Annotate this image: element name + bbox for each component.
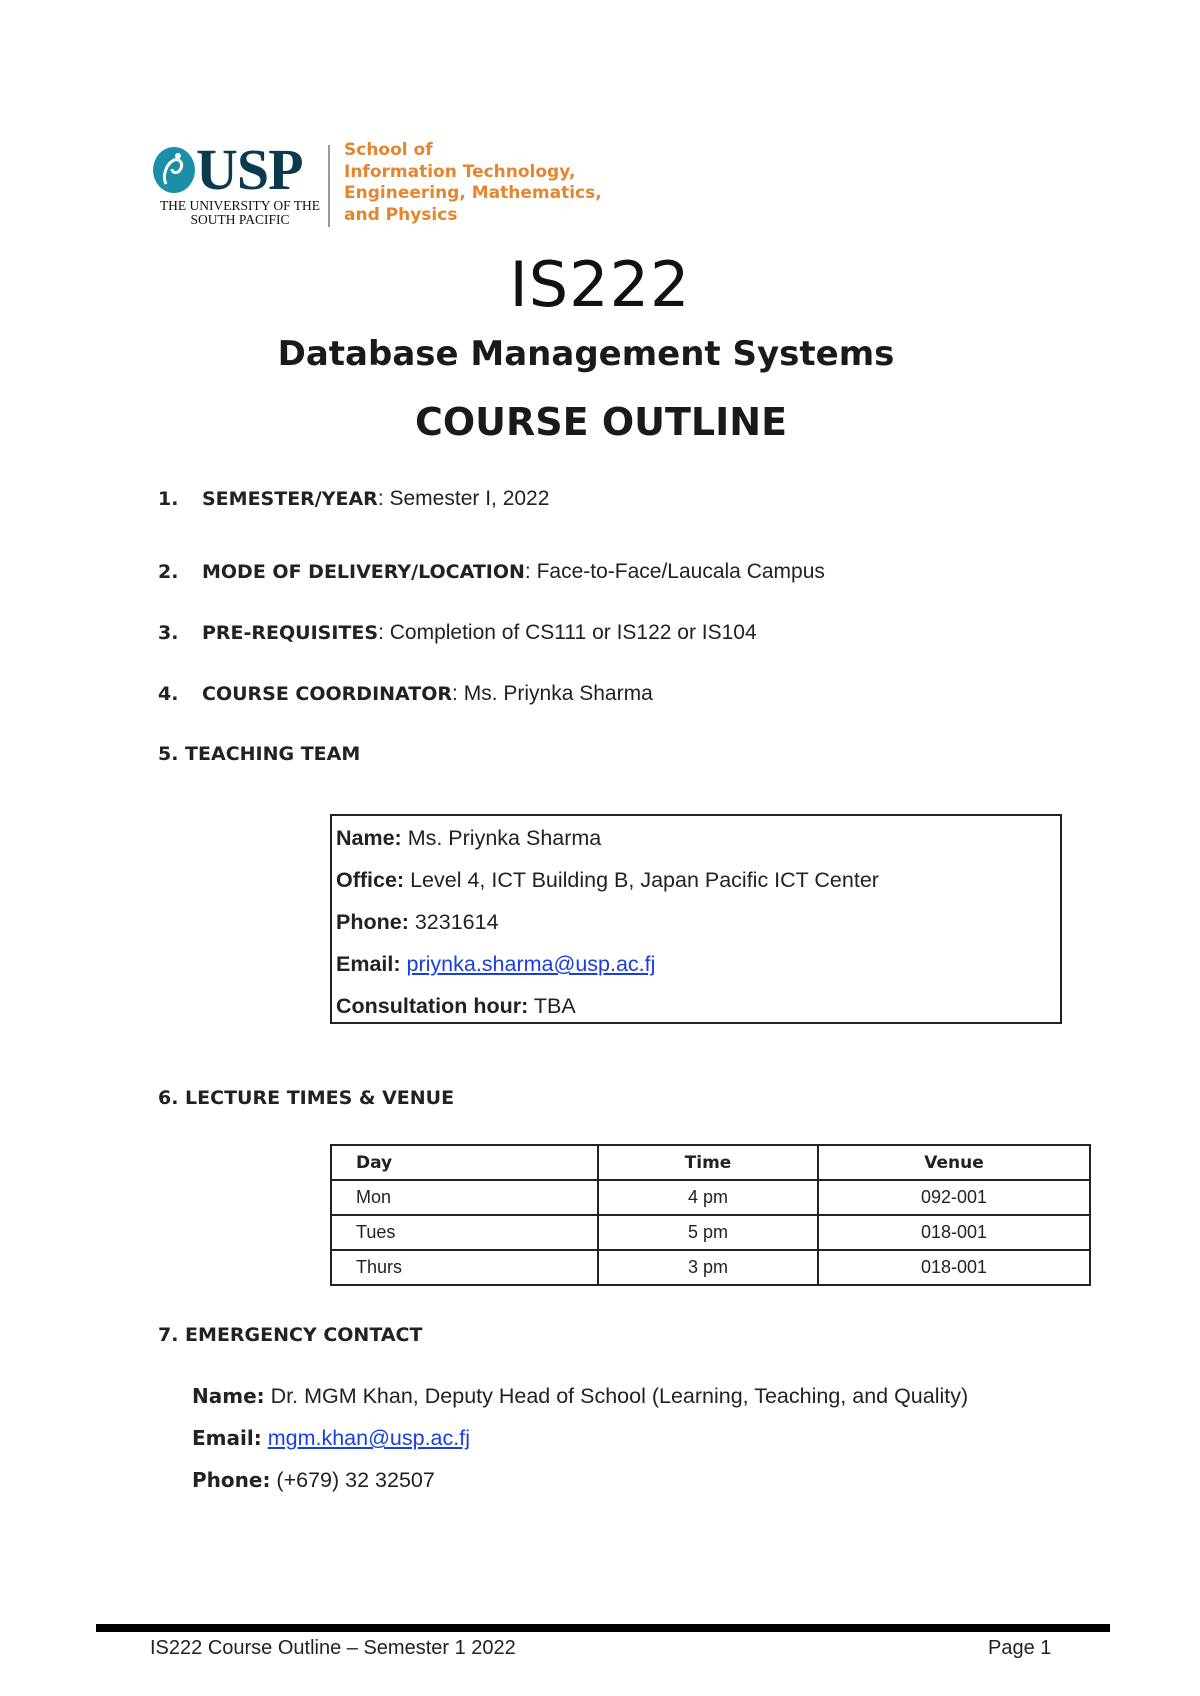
col-header-venue: Venue xyxy=(818,1145,1090,1180)
school-name: School of Information Technology, Engineering, Mathematics, and Physics xyxy=(344,140,602,225)
item-delivery-mode: 2. MODE OF DELIVERY/LOCATION: Face-to-Face/Laucala Campus xyxy=(158,560,825,583)
table-header-row xyxy=(331,1145,1090,1180)
course-code: IS222 xyxy=(509,248,691,321)
team-name: Name: Ms. Priynka Sharma xyxy=(336,826,602,850)
teaching-team-box xyxy=(330,814,1062,1024)
emergency-name: Name: Dr. MGM Khan, Deputy Head of School (Learning, Teaching, and Quality) xyxy=(192,1384,969,1408)
lecture-times-heading: 6. LECTURE TIMES & VENUE xyxy=(158,1087,455,1109)
course-name: Database Management Systems xyxy=(277,334,895,374)
team-consultation: Consultation hour: TBA xyxy=(336,994,576,1018)
team-phone: Phone: 3231614 xyxy=(336,910,499,934)
page-number: Page 1 xyxy=(988,1637,1052,1659)
usp-logo xyxy=(152,137,602,232)
emergency-phone: Phone: (+679) 32 32507 xyxy=(192,1468,435,1492)
lecture-times-table xyxy=(330,1144,1091,1286)
university-name: THE UNIVERSITY OF THE SOUTH PACIFIC xyxy=(159,198,321,227)
item-semester: 1. SEMESTER/YEAR: Semester I, 2022 xyxy=(158,487,550,510)
col-header-time: Time xyxy=(598,1145,818,1180)
usp-wordmark xyxy=(152,137,327,232)
footer-rule xyxy=(96,1624,1110,1632)
usp-letters: USP xyxy=(196,137,303,202)
emergency-email: Email: mgm.khan@usp.ac.fj xyxy=(192,1426,470,1450)
col-header-day: Day xyxy=(331,1145,598,1180)
table-row: Tues 5 pm 018-001 xyxy=(331,1215,1090,1250)
team-email: Email: priynka.sharma@usp.ac.fj xyxy=(336,952,656,976)
table-row: Thurs 3 pm 018-001 xyxy=(331,1250,1090,1285)
table-row: Mon 4 pm 092-001 xyxy=(331,1180,1090,1215)
emergency-heading: 7. EMERGENCY CONTACT xyxy=(158,1324,423,1346)
document-title: COURSE OUTLINE xyxy=(414,400,788,444)
team-email-link[interactable]: priynka.sharma@usp.ac.fj xyxy=(406,952,656,976)
item-prerequisites: 3. PRE-REQUISITES: Completion of CS111 or IS122 or IS104 xyxy=(158,621,757,644)
footer-title: IS222 Course Outline – Semester 1 2022 xyxy=(150,1637,516,1659)
emergency-email-link[interactable]: mgm.khan@usp.ac.fj xyxy=(267,1426,470,1450)
usp-emblem-icon xyxy=(152,146,198,196)
teaching-team-heading: 5. TEACHING TEAM xyxy=(158,743,361,765)
item-coordinator: 4. COURSE COORDINATOR: Ms. Priynka Sharma xyxy=(158,682,653,705)
logo-divider xyxy=(328,145,330,227)
team-office: Office: Level 4, ICT Building B, Japan Pacific ICT Center xyxy=(336,868,879,892)
